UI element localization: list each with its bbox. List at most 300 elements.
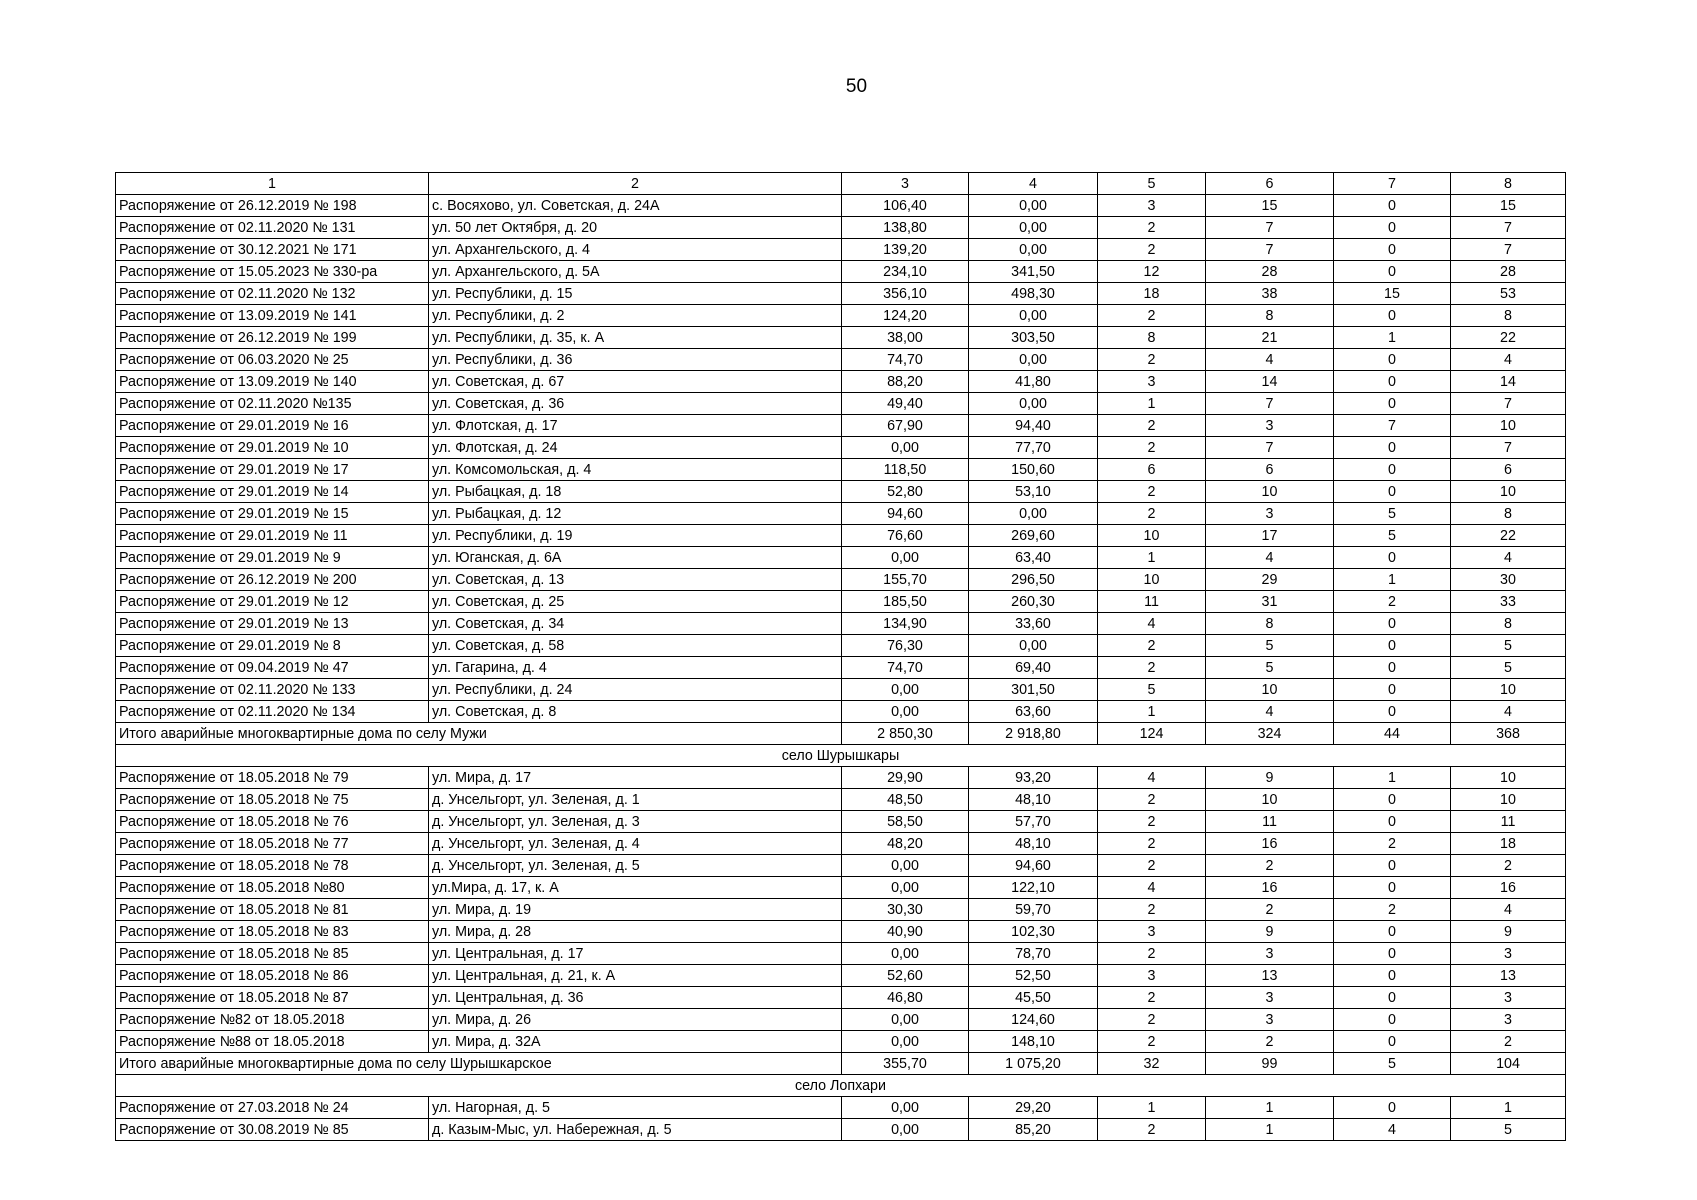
- address-cell: с. Восяхово, ул. Советская, д. 24А: [429, 195, 842, 217]
- value-cell: 1: [1098, 393, 1206, 415]
- value-cell: 122,10: [969, 877, 1098, 899]
- value-cell: 29,20: [969, 1097, 1098, 1119]
- value-cell: 2: [1098, 789, 1206, 811]
- value-cell: 0: [1334, 965, 1451, 987]
- value-cell: 138,80: [842, 217, 969, 239]
- order-cell: Распоряжение от 30.08.2019 № 85: [116, 1119, 429, 1141]
- address-cell: ул. Мира, д. 19: [429, 899, 842, 921]
- table-row: [116, 305, 1566, 327]
- value-cell: 7: [1451, 239, 1566, 261]
- table-row: [116, 877, 1566, 899]
- address-cell: д. Унсельгорт, ул. Зеленая, д. 4: [429, 833, 842, 855]
- value-cell: 8: [1451, 305, 1566, 327]
- column-header: 5: [1098, 173, 1206, 195]
- address-cell: ул. Советская, д. 58: [429, 635, 842, 657]
- total-row: [116, 723, 1566, 745]
- value-cell: 134,90: [842, 613, 969, 635]
- table-row: [116, 503, 1566, 525]
- value-cell: 102,30: [969, 921, 1098, 943]
- value-cell: 0,00: [842, 701, 969, 723]
- column-header: 7: [1334, 173, 1451, 195]
- value-cell: 1: [1451, 1097, 1566, 1119]
- total-value: 368: [1451, 723, 1566, 745]
- table-row: [116, 613, 1566, 635]
- value-cell: 57,70: [969, 811, 1098, 833]
- value-cell: 28: [1206, 261, 1334, 283]
- order-cell: Распоряжение от 29.01.2019 № 13: [116, 613, 429, 635]
- value-cell: 93,20: [969, 767, 1098, 789]
- value-cell: 94,60: [969, 855, 1098, 877]
- value-cell: 88,20: [842, 371, 969, 393]
- order-cell: Распоряжение от 26.12.2019 № 199: [116, 327, 429, 349]
- order-cell: Распоряжение от 13.09.2019 № 141: [116, 305, 429, 327]
- value-cell: 30: [1451, 569, 1566, 591]
- column-header: 1: [116, 173, 429, 195]
- table-row: [116, 811, 1566, 833]
- table-row: [116, 899, 1566, 921]
- value-cell: 4: [1451, 701, 1566, 723]
- value-cell: 10: [1206, 789, 1334, 811]
- address-cell: ул. Республики, д. 19: [429, 525, 842, 547]
- value-cell: 5: [1334, 525, 1451, 547]
- value-cell: 0,00: [842, 1009, 969, 1031]
- order-cell: Распоряжение от 09.04.2019 № 47: [116, 657, 429, 679]
- order-cell: Распоряжение от 18.05.2018 № 85: [116, 943, 429, 965]
- value-cell: 3: [1206, 987, 1334, 1009]
- value-cell: 2: [1098, 415, 1206, 437]
- total-label: Итого аварийные многоквартирные дома по селу Шурышкарское: [116, 1053, 842, 1075]
- value-cell: 269,60: [969, 525, 1098, 547]
- address-cell: ул. Республики, д. 2: [429, 305, 842, 327]
- table-row: [116, 789, 1566, 811]
- value-cell: 2: [1098, 437, 1206, 459]
- order-cell: Распоряжение от 18.05.2018 № 79: [116, 767, 429, 789]
- value-cell: 3: [1451, 987, 1566, 1009]
- value-cell: 2: [1334, 899, 1451, 921]
- value-cell: 21: [1206, 327, 1334, 349]
- value-cell: 38,00: [842, 327, 969, 349]
- value-cell: 296,50: [969, 569, 1098, 591]
- value-cell: 2: [1098, 899, 1206, 921]
- value-cell: 0: [1334, 305, 1451, 327]
- table-row: [116, 679, 1566, 701]
- value-cell: 2: [1206, 899, 1334, 921]
- address-cell: ул. Республики, д. 24: [429, 679, 842, 701]
- table-header-row: [116, 173, 1566, 195]
- address-cell: ул. Гагарина, д. 4: [429, 657, 842, 679]
- value-cell: 2: [1451, 855, 1566, 877]
- value-cell: 0: [1334, 811, 1451, 833]
- value-cell: 2: [1098, 1009, 1206, 1031]
- page-number: 50: [845, 76, 868, 97]
- value-cell: 3: [1206, 415, 1334, 437]
- order-cell: Распоряжение от 02.11.2020 № 132: [116, 283, 429, 305]
- value-cell: 5: [1451, 1119, 1566, 1141]
- address-cell: д. Унсельгорт, ул. Зеленая, д. 5: [429, 855, 842, 877]
- order-cell: Распоряжение от 18.05.2018 № 76: [116, 811, 429, 833]
- table-row: [116, 855, 1566, 877]
- value-cell: 118,50: [842, 459, 969, 481]
- value-cell: 46,80: [842, 987, 969, 1009]
- value-cell: 31: [1206, 591, 1334, 613]
- value-cell: 67,90: [842, 415, 969, 437]
- value-cell: 0,00: [969, 349, 1098, 371]
- value-cell: 5: [1098, 679, 1206, 701]
- total-value: 124: [1098, 723, 1206, 745]
- value-cell: 0: [1334, 217, 1451, 239]
- value-cell: 234,10: [842, 261, 969, 283]
- value-cell: 74,70: [842, 657, 969, 679]
- value-cell: 63,40: [969, 547, 1098, 569]
- value-cell: 0: [1334, 1097, 1451, 1119]
- address-cell: ул. Центральная, д. 17: [429, 943, 842, 965]
- value-cell: 85,20: [969, 1119, 1098, 1141]
- table-row: [116, 987, 1566, 1009]
- value-cell: 148,10: [969, 1031, 1098, 1053]
- value-cell: 0: [1334, 613, 1451, 635]
- value-cell: 0: [1334, 1009, 1451, 1031]
- total-value: 355,70: [842, 1053, 969, 1075]
- value-cell: 2: [1098, 635, 1206, 657]
- table-row: [116, 965, 1566, 987]
- value-cell: 16: [1206, 833, 1334, 855]
- table-row: [116, 657, 1566, 679]
- value-cell: 18: [1098, 283, 1206, 305]
- value-cell: 4: [1206, 547, 1334, 569]
- table-row: [116, 371, 1566, 393]
- value-cell: 0,00: [969, 393, 1098, 415]
- address-cell: ул. 50 лет Октября, д. 20: [429, 217, 842, 239]
- order-cell: Распоряжение от 15.05.2023 № 330-ра: [116, 261, 429, 283]
- value-cell: 260,30: [969, 591, 1098, 613]
- value-cell: 0,00: [969, 503, 1098, 525]
- value-cell: 59,70: [969, 899, 1098, 921]
- total-value: 2 850,30: [842, 723, 969, 745]
- value-cell: 0: [1334, 261, 1451, 283]
- table-row: [116, 921, 1566, 943]
- address-cell: ул. Советская, д. 13: [429, 569, 842, 591]
- order-cell: Распоряжение от 29.01.2019 № 11: [116, 525, 429, 547]
- value-cell: 1: [1334, 569, 1451, 591]
- value-cell: 1: [1098, 701, 1206, 723]
- value-cell: 9: [1451, 921, 1566, 943]
- value-cell: 498,30: [969, 283, 1098, 305]
- order-cell: Распоряжение №82 от 18.05.2018: [116, 1009, 429, 1031]
- column-header: 3: [842, 173, 969, 195]
- value-cell: 10: [1098, 525, 1206, 547]
- value-cell: 2: [1098, 657, 1206, 679]
- value-cell: 45,50: [969, 987, 1098, 1009]
- value-cell: 0,00: [969, 239, 1098, 261]
- value-cell: 0: [1334, 195, 1451, 217]
- total-value: 5: [1334, 1053, 1451, 1075]
- value-cell: 7: [1206, 239, 1334, 261]
- order-cell: Распоряжение №88 от 18.05.2018: [116, 1031, 429, 1053]
- value-cell: 53: [1451, 283, 1566, 305]
- address-cell: д. Унсельгорт, ул. Зеленая, д. 1: [429, 789, 842, 811]
- address-cell: ул. Советская, д. 67: [429, 371, 842, 393]
- address-cell: ул.Мира, д. 17, к. А: [429, 877, 842, 899]
- value-cell: 10: [1451, 415, 1566, 437]
- value-cell: 2: [1098, 481, 1206, 503]
- order-cell: Распоряжение от 29.01.2019 № 14: [116, 481, 429, 503]
- value-cell: 4: [1098, 877, 1206, 899]
- address-cell: ул. Советская, д. 36: [429, 393, 842, 415]
- value-cell: 2: [1098, 1031, 1206, 1053]
- order-cell: Распоряжение от 29.01.2019 № 12: [116, 591, 429, 613]
- value-cell: 0: [1334, 437, 1451, 459]
- value-cell: 4: [1334, 1119, 1451, 1141]
- value-cell: 0,00: [969, 217, 1098, 239]
- order-cell: Распоряжение от 02.11.2020 № 133: [116, 679, 429, 701]
- order-cell: Распоряжение от 06.03.2020 № 25: [116, 349, 429, 371]
- section-row: [116, 1075, 1566, 1097]
- address-cell: д. Казым-Мыс, ул. Набережная, д. 5: [429, 1119, 842, 1141]
- address-cell: ул. Советская, д. 8: [429, 701, 842, 723]
- address-cell: ул. Рыбацкая, д. 18: [429, 481, 842, 503]
- value-cell: 69,40: [969, 657, 1098, 679]
- order-cell: Распоряжение от 30.12.2021 № 171: [116, 239, 429, 261]
- value-cell: 0: [1334, 657, 1451, 679]
- value-cell: 155,70: [842, 569, 969, 591]
- value-cell: 8: [1451, 613, 1566, 635]
- value-cell: 3: [1206, 943, 1334, 965]
- order-cell: Распоряжение от 18.05.2018 № 87: [116, 987, 429, 1009]
- value-cell: 0: [1334, 987, 1451, 1009]
- value-cell: 2: [1206, 1031, 1334, 1053]
- value-cell: 10: [1451, 767, 1566, 789]
- value-cell: 16: [1451, 877, 1566, 899]
- value-cell: 139,20: [842, 239, 969, 261]
- order-cell: Распоряжение от 26.12.2019 № 198: [116, 195, 429, 217]
- address-cell: ул. Республики, д. 35, к. А: [429, 327, 842, 349]
- value-cell: 0,00: [842, 1119, 969, 1141]
- table-row: [116, 415, 1566, 437]
- value-cell: 15: [1206, 195, 1334, 217]
- order-cell: Распоряжение от 29.01.2019 № 10: [116, 437, 429, 459]
- table-row: [116, 481, 1566, 503]
- column-header: 8: [1451, 173, 1566, 195]
- value-cell: 7: [1206, 393, 1334, 415]
- address-cell: ул. Мира, д. 26: [429, 1009, 842, 1031]
- address-cell: ул. Мира, д. 28: [429, 921, 842, 943]
- value-cell: 2: [1098, 239, 1206, 261]
- value-cell: 63,60: [969, 701, 1098, 723]
- address-cell: ул. Республики, д. 36: [429, 349, 842, 371]
- value-cell: 18: [1451, 833, 1566, 855]
- value-cell: 0,00: [842, 877, 969, 899]
- value-cell: 6: [1098, 459, 1206, 481]
- value-cell: 0: [1334, 635, 1451, 657]
- table-row: [116, 635, 1566, 657]
- value-cell: 7: [1451, 393, 1566, 415]
- order-cell: Распоряжение от 02.11.2020 № 131: [116, 217, 429, 239]
- value-cell: 77,70: [969, 437, 1098, 459]
- total-value: 2 918,80: [969, 723, 1098, 745]
- value-cell: 10: [1451, 481, 1566, 503]
- value-cell: 1: [1334, 767, 1451, 789]
- value-cell: 11: [1206, 811, 1334, 833]
- value-cell: 4: [1098, 613, 1206, 635]
- value-cell: 4: [1098, 767, 1206, 789]
- value-cell: 0: [1334, 679, 1451, 701]
- value-cell: 5: [1206, 657, 1334, 679]
- address-cell: ул. Архангельского, д. 4: [429, 239, 842, 261]
- address-cell: ул. Архангельского, д. 5А: [429, 261, 842, 283]
- value-cell: 15: [1451, 195, 1566, 217]
- value-cell: 33: [1451, 591, 1566, 613]
- value-cell: 2: [1098, 811, 1206, 833]
- order-cell: Распоряжение от 29.01.2019 № 16: [116, 415, 429, 437]
- address-cell: ул. Советская, д. 25: [429, 591, 842, 613]
- value-cell: 6: [1451, 459, 1566, 481]
- value-cell: 52,60: [842, 965, 969, 987]
- value-cell: 9: [1206, 921, 1334, 943]
- value-cell: 48,10: [969, 833, 1098, 855]
- value-cell: 10: [1206, 481, 1334, 503]
- value-cell: 0,00: [969, 195, 1098, 217]
- address-cell: ул. Нагорная, д. 5: [429, 1097, 842, 1119]
- total-value: 44: [1334, 723, 1451, 745]
- value-cell: 74,70: [842, 349, 969, 371]
- value-cell: 0,00: [969, 305, 1098, 327]
- order-cell: Распоряжение от 26.12.2019 № 200: [116, 569, 429, 591]
- value-cell: 3: [1098, 965, 1206, 987]
- table-row: [116, 437, 1566, 459]
- value-cell: 5: [1451, 657, 1566, 679]
- value-cell: 2: [1206, 855, 1334, 877]
- value-cell: 0: [1334, 1031, 1451, 1053]
- table-row: [116, 283, 1566, 305]
- address-cell: ул. Юганская, д. 6А: [429, 547, 842, 569]
- address-cell: ул. Флотская, д. 17: [429, 415, 842, 437]
- value-cell: 4: [1451, 547, 1566, 569]
- value-cell: 7: [1451, 217, 1566, 239]
- value-cell: 2: [1098, 349, 1206, 371]
- table-row: [116, 239, 1566, 261]
- value-cell: 6: [1206, 459, 1334, 481]
- address-cell: ул. Советская, д. 34: [429, 613, 842, 635]
- value-cell: 14: [1206, 371, 1334, 393]
- value-cell: 124,20: [842, 305, 969, 327]
- table-row: [116, 1031, 1566, 1053]
- value-cell: 10: [1451, 679, 1566, 701]
- section-title: село Шурышкары: [116, 745, 1566, 767]
- table-row: [116, 393, 1566, 415]
- total-label: Итого аварийные многоквартирные дома по селу Мужи: [116, 723, 842, 745]
- value-cell: 1: [1334, 327, 1451, 349]
- value-cell: 3: [1451, 943, 1566, 965]
- value-cell: 48,10: [969, 789, 1098, 811]
- value-cell: 76,30: [842, 635, 969, 657]
- value-cell: 3: [1206, 503, 1334, 525]
- value-cell: 0: [1334, 877, 1451, 899]
- value-cell: 48,20: [842, 833, 969, 855]
- value-cell: 4: [1206, 701, 1334, 723]
- value-cell: 5: [1451, 635, 1566, 657]
- table-row: [116, 833, 1566, 855]
- value-cell: 7: [1206, 437, 1334, 459]
- value-cell: 1: [1206, 1119, 1334, 1141]
- value-cell: 7: [1206, 217, 1334, 239]
- value-cell: 5: [1334, 503, 1451, 525]
- table-row: [116, 1119, 1566, 1141]
- address-cell: ул. Комсомольская, д. 4: [429, 459, 842, 481]
- value-cell: 15: [1334, 283, 1451, 305]
- column-header: 6: [1206, 173, 1334, 195]
- housing-table: [115, 172, 1566, 1141]
- value-cell: 7: [1334, 415, 1451, 437]
- value-cell: 30,30: [842, 899, 969, 921]
- value-cell: 0,00: [842, 1097, 969, 1119]
- order-cell: Распоряжение от 18.05.2018 № 77: [116, 833, 429, 855]
- value-cell: 0,00: [842, 679, 969, 701]
- value-cell: 0: [1334, 789, 1451, 811]
- value-cell: 4: [1451, 349, 1566, 371]
- value-cell: 2: [1334, 833, 1451, 855]
- value-cell: 94,60: [842, 503, 969, 525]
- value-cell: 303,50: [969, 327, 1098, 349]
- value-cell: 22: [1451, 327, 1566, 349]
- value-cell: 3: [1098, 921, 1206, 943]
- table-row: [116, 195, 1566, 217]
- table-body: [116, 173, 1566, 1141]
- value-cell: 8: [1206, 613, 1334, 635]
- value-cell: 2: [1098, 503, 1206, 525]
- order-cell: Распоряжение от 18.05.2018 №80: [116, 877, 429, 899]
- value-cell: 0: [1334, 371, 1451, 393]
- value-cell: 0: [1334, 393, 1451, 415]
- value-cell: 49,40: [842, 393, 969, 415]
- value-cell: 53,10: [969, 481, 1098, 503]
- value-cell: 356,10: [842, 283, 969, 305]
- total-value: 32: [1098, 1053, 1206, 1075]
- value-cell: 301,50: [969, 679, 1098, 701]
- table-row: [116, 217, 1566, 239]
- order-cell: Распоряжение от 29.01.2019 № 8: [116, 635, 429, 657]
- address-cell: ул. Рыбацкая, д. 12: [429, 503, 842, 525]
- table-row: [116, 327, 1566, 349]
- value-cell: 76,60: [842, 525, 969, 547]
- value-cell: 78,70: [969, 943, 1098, 965]
- value-cell: 124,60: [969, 1009, 1098, 1031]
- address-cell: ул. Республики, д. 15: [429, 283, 842, 305]
- table-row: [116, 1097, 1566, 1119]
- column-header: 4: [969, 173, 1098, 195]
- table-row: [116, 261, 1566, 283]
- total-value: 99: [1206, 1053, 1334, 1075]
- value-cell: 0: [1334, 481, 1451, 503]
- order-cell: Распоряжение от 29.01.2019 № 9: [116, 547, 429, 569]
- value-cell: 7: [1451, 437, 1566, 459]
- table-row: [116, 547, 1566, 569]
- address-cell: ул. Центральная, д. 21, к. А: [429, 965, 842, 987]
- value-cell: 8: [1098, 327, 1206, 349]
- value-cell: 2: [1098, 987, 1206, 1009]
- table-row: [116, 943, 1566, 965]
- value-cell: 33,60: [969, 613, 1098, 635]
- value-cell: 0,00: [842, 1031, 969, 1053]
- value-cell: 2: [1098, 1119, 1206, 1141]
- order-cell: Распоряжение от 02.11.2020 № 134: [116, 701, 429, 723]
- value-cell: 1: [1098, 547, 1206, 569]
- order-cell: Распоряжение от 02.11.2020 №135: [116, 393, 429, 415]
- total-value: 324: [1206, 723, 1334, 745]
- value-cell: 2: [1334, 591, 1451, 613]
- order-cell: Распоряжение от 18.05.2018 № 83: [116, 921, 429, 943]
- address-cell: ул. Мира, д. 17: [429, 767, 842, 789]
- value-cell: 0: [1334, 855, 1451, 877]
